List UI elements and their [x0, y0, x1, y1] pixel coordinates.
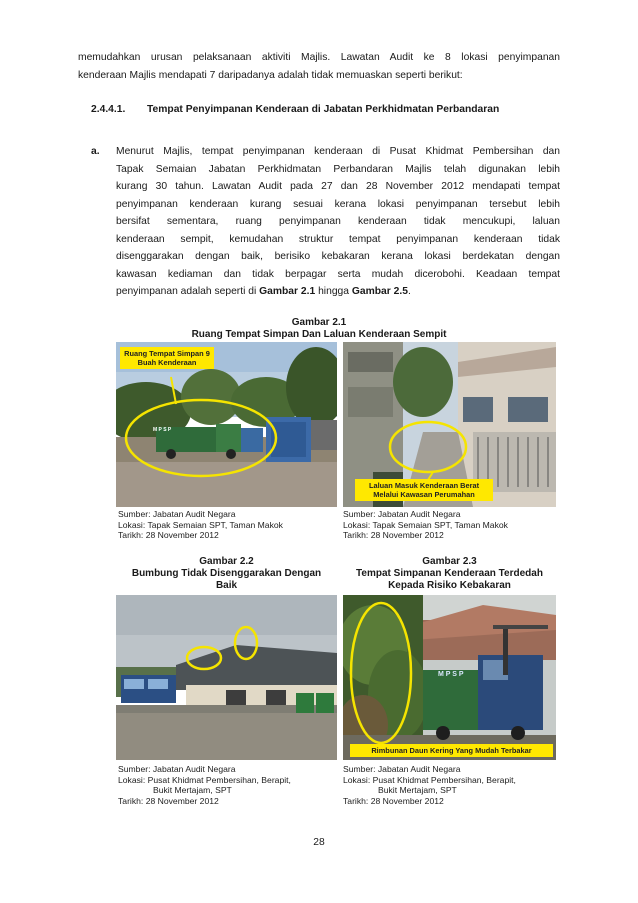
caption-line: Tarikh: 28 November 2012 [343, 530, 444, 541]
highlight-ellipse [116, 342, 337, 507]
figure-2-1-title: Gambar 2.1 [291, 317, 347, 328]
intro-line-2: kenderaan Majlis mendapati 7 daripadanya adalah tidak memuaskan seperti berikut: [78, 70, 463, 81]
caption-line: Bukit Mertajam, SPT [378, 785, 457, 796]
figure-2-2-title: Gambar 2.2 [199, 556, 254, 567]
figure-2-2-caption [118, 764, 291, 806]
paragraph-a [116, 143, 560, 301]
figure-2-2-subtitle: Bumbung Tidak Disenggarakan Dengan [131, 568, 322, 579]
intro-line-1: memudahkan urusan pelaksanaan aktiviti Majlis. Lawatan Audit ke 8 lokasi penyimpanan [78, 52, 560, 63]
caption-line: Lokasi: Tapak Semaian SPT, Taman Makok [343, 519, 508, 530]
paragraph-line: bersifat sementara, ruang penyimpanan kenderaan tidak mencukupi, laluan [116, 216, 560, 227]
page-number: 28 [313, 837, 325, 848]
paragraph-last-line [116, 283, 560, 301]
paragraph-marker: a. [91, 146, 100, 157]
paragraph-line: kenderaan sempit, kemudahan struktur tempat penyimpanan kenderaan tidak [116, 233, 560, 245]
caption-line: Sumber: Jabatan Audit Negara [118, 509, 236, 519]
figure-2-3-title: Gambar 2.3 [422, 556, 477, 567]
figure-ref-link: Gambar 2.1 [259, 286, 316, 297]
caption-line: Bukit Mertajam, SPT [153, 785, 232, 796]
figure-2-2-subtitle: Baik [215, 580, 238, 591]
label-line: Melalui Kawasan Perumahan [373, 490, 475, 499]
highlight-label: Rimbunan Daun Kering Yang Mudah Terbakar [350, 744, 553, 757]
caption-line: Lokasi: Tapak Semaian SPT, Taman Makok [118, 519, 283, 530]
figure-ref-link: Gambar 2.5 [351, 286, 408, 297]
section-title: Tempat Penyimpanan Kenderaan di Jabatan Perkhidmatan Perbandaran [147, 104, 500, 115]
caption-line: Sumber: Jabatan Audit Negara [118, 764, 236, 774]
caption-line: Lokasi: Pusat Khidmat Pembersihan, Berapit, [343, 774, 516, 785]
caption-line: Tarikh: 28 November 2012 [118, 530, 219, 541]
figure-2-3-subtitle: Kepada Risiko Kebakaran [388, 580, 511, 591]
caption-line: Sumber: Jabatan Audit Negara [343, 509, 461, 519]
figure-2-3-caption [343, 764, 516, 806]
truck-marking: M P S P [153, 427, 172, 433]
caption-line: Lokasi: Pusat Khidmat Pembersihan, Berapit, [118, 774, 291, 785]
paragraph-text: hingga [315, 286, 352, 297]
label-line: Ruang Tempat Simpan 9 [124, 349, 210, 358]
paragraph-text: penyimpanan adalah seperti di [116, 286, 260, 297]
figure-2-3-subtitle: Tempat Simpanan Kenderaan Terdedah [356, 568, 543, 579]
paragraph-line: kawasan kediaman dan tidak berpagar serta mudah dicerobohi. Keadaan tempat [116, 268, 560, 280]
paragraph-line: disenggarakan dengan baik, berisiko kebakaran kerana lokasi berdekatan dengan [116, 251, 560, 262]
paragraph-line: kurang 30 tahun. Lawatan Audit pada 27 dan 28 November 2012 mendapati tempat [116, 181, 560, 192]
paragraph-text: . [407, 286, 411, 297]
label-line: Buah Kenderaan [137, 358, 197, 367]
highlight-ellipse [343, 595, 556, 760]
highlight-ellipse [116, 595, 337, 760]
section-number: 2.4.4.1. [91, 104, 126, 115]
figure-2-1-left-caption [118, 509, 283, 541]
figure-2-1-right-caption [343, 509, 508, 541]
caption-line: Tarikh: 28 November 2012 [118, 795, 219, 806]
caption-line: Tarikh: 28 November 2012 [343, 795, 444, 806]
figure-2-1-subtitle: Ruang Tempat Simpan Dan Laluan Kenderaan Sempit [191, 329, 447, 340]
caption-line: Sumber: Jabatan Audit Negara [343, 764, 461, 774]
highlight-label [355, 479, 493, 501]
paragraph-line: penyimpanan kenderaan kurang sesuai kerana lokasi penyimpanan tersebut lebih [116, 198, 560, 210]
truck-marking: M P S P [438, 671, 464, 678]
label-line: Laluan Masuk Kenderaan Berat [368, 481, 480, 490]
paragraph-line: Tapak Semaian Jabatan Perkhidmatan Perbandaran Majlis telah digunakan lebih [116, 163, 560, 175]
paragraph-line: Menurut Majlis, tempat penyimpanan kenderaan di Pusat Khidmat Pembersihan dan [116, 146, 560, 157]
